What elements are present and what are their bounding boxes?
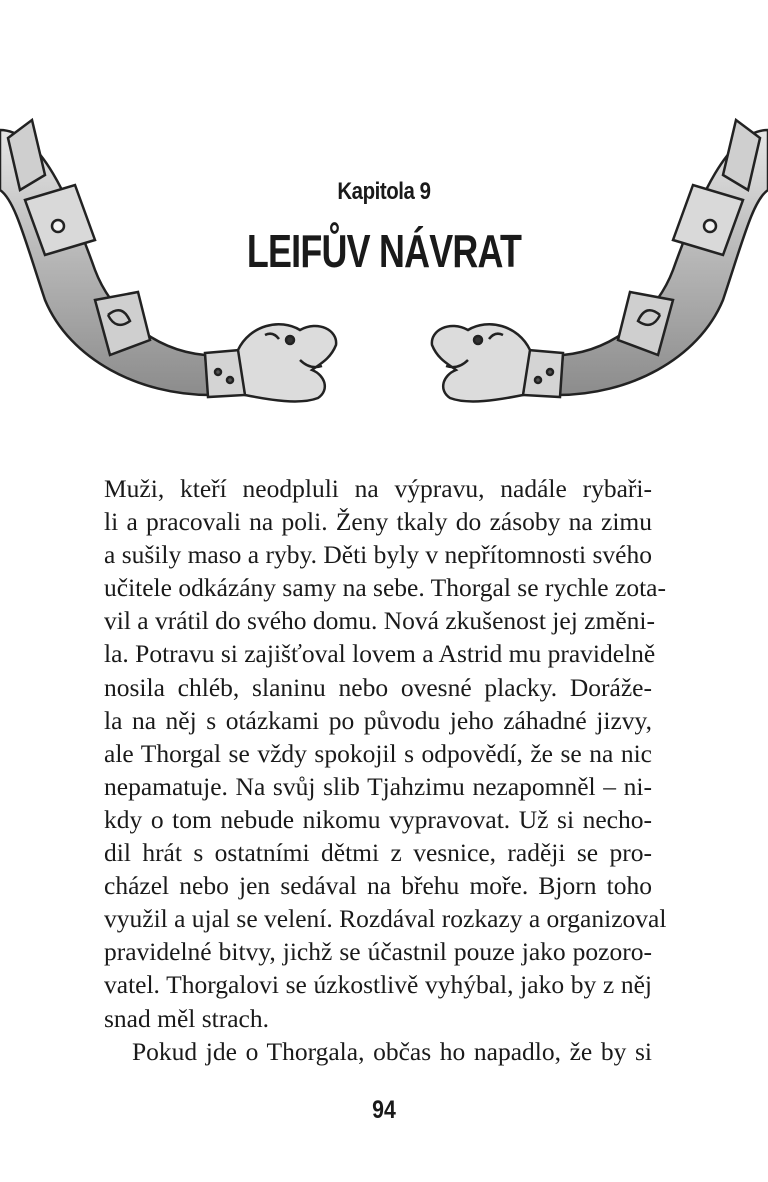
text-line: nepamatuje. Na svůj slib Tjahzimu nezapomněl – ni- [104,771,652,801]
text-line: li a pracovali na poli. Ženy tkaly do zásoby na zimu [104,507,652,537]
body-text [104,472,667,1068]
text-line: dil hrát s ostatními dětmi z vesnice, raději se pro- [104,838,652,868]
text-line: snad měl strach. [104,1003,269,1033]
text-line: nosila chléb, slaninu nebo ovesné placky. Doráže- [104,672,652,702]
text-line: la na něj s otázkami po původu jeho záhadné jizvy, [104,705,652,735]
text-line: vil a vrátil do svého domu. Nová zkušenost jej změni- [104,606,655,636]
chapter-title: LEIFŮV NÁVRAT [246,225,522,277]
text-line-paragraph-start: Pokud jde o Thorgala, občas ho napadlo, že by si [132,1036,652,1066]
text-line: využil a ujal se velení. Rozdával rozkazy a organizoval [104,904,667,934]
text-line: a sušily maso a ryby. Děti byly v nepřítomnosti svého [104,540,652,570]
text-line: učitele odkázány samy na sebe. Thorgal se rychle zota- [104,573,666,603]
text-line: vatel. Thorgalovi se úzkostlivě vyhýbal, jako by z něj [104,970,652,1000]
text-line: la. Potravu si zajišťoval lovem a Astrid mu pravidelně [104,639,656,669]
page-number: 94 [372,1096,396,1124]
text-line: Muži, kteří neodpluli na výpravu, nadále rybaři- [104,474,652,503]
text-line: ale Thorgal se vždy spokojil s odpovědí, že se na nic [104,738,652,768]
chapter-number: Kapitola 9 [337,178,431,205]
text-line: cházel nebo jen sedával na břehu moře. Bjorn toho [104,871,652,901]
text-line: kdy o tom nebude nikomu vypravovat. Už si necho- [104,804,652,834]
text-line: pravidelné bitvy, jichž se účastnil pouze jako pozoro- [104,937,652,967]
